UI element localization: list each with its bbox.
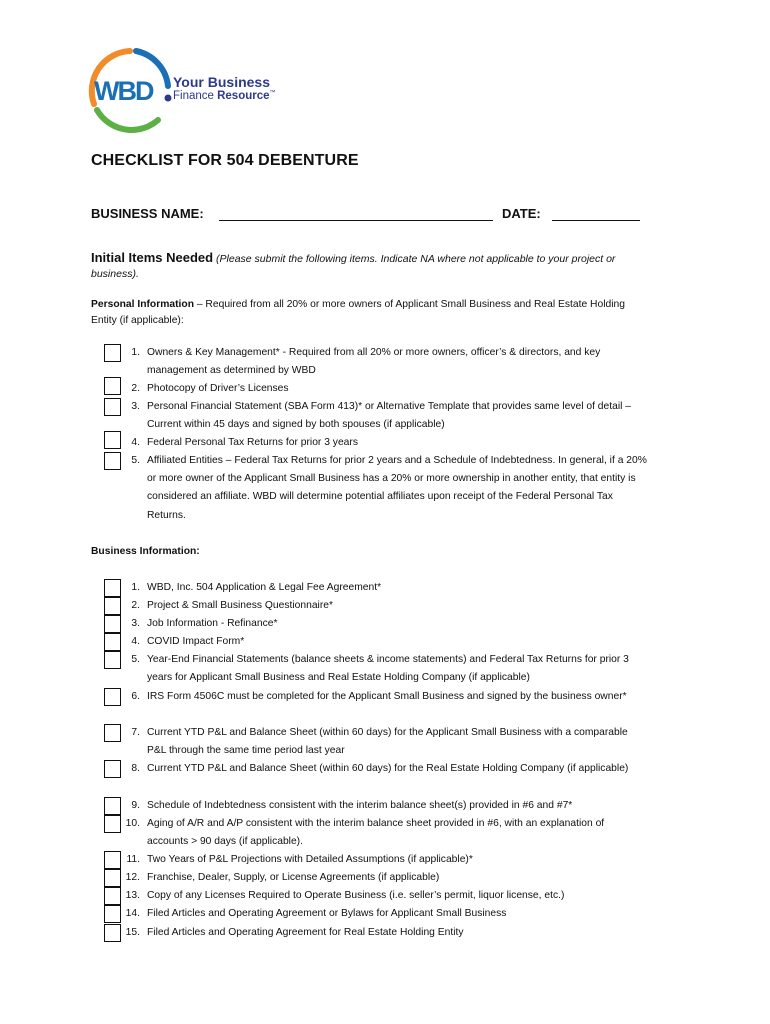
checkbox[interactable] xyxy=(104,651,121,669)
page-title: CHECKLIST FOR 504 DEBENTURE xyxy=(91,152,359,169)
logo-mark-text: WBD xyxy=(94,76,153,106)
checkbox[interactable] xyxy=(104,431,121,449)
business-name-label: BUSINESS NAME: xyxy=(91,206,204,221)
checkbox[interactable] xyxy=(104,452,121,470)
checkbox[interactable] xyxy=(104,597,121,615)
personal-info-heading: Personal Information – Required from all 20% or more owners of Applicant Small Business and Real Estate Holding Entity (if applicable): xyxy=(91,299,625,326)
checkbox[interactable] xyxy=(104,377,121,395)
initial-items-heading: Initial Items Needed (Please submit the following items. Indicate NA where not applicable to your project or business). xyxy=(91,250,616,280)
date-field[interactable] xyxy=(552,220,640,221)
checkbox[interactable] xyxy=(104,633,121,651)
checkbox[interactable] xyxy=(104,924,121,942)
checkbox[interactable] xyxy=(104,905,121,923)
checkbox[interactable] xyxy=(104,797,121,815)
checkbox[interactable] xyxy=(104,887,121,905)
checkbox[interactable] xyxy=(104,615,121,633)
checkbox[interactable] xyxy=(104,815,121,833)
wbd-logo-mark xyxy=(88,46,172,136)
business-info-heading: Business Information: xyxy=(91,546,200,557)
checkbox[interactable] xyxy=(104,398,121,416)
checkbox[interactable] xyxy=(104,344,121,362)
checkbox[interactable] xyxy=(104,851,121,869)
date-label: DATE: xyxy=(502,206,541,221)
checkbox[interactable] xyxy=(104,869,121,887)
checkbox[interactable] xyxy=(104,688,121,706)
business-name-field[interactable] xyxy=(219,220,493,221)
business-name-row xyxy=(91,206,651,226)
wbd-logo xyxy=(88,46,308,136)
checkbox[interactable] xyxy=(104,724,121,742)
initial-items-note: (Please submit the following items. Indicate NA where not applicable to your project or business). xyxy=(91,253,616,280)
checkbox[interactable] xyxy=(104,760,121,778)
checkbox[interactable] xyxy=(104,579,121,597)
logo-tagline-1: Your Business xyxy=(173,74,270,90)
logo-tagline-2: Finance Resource™ xyxy=(173,90,276,102)
